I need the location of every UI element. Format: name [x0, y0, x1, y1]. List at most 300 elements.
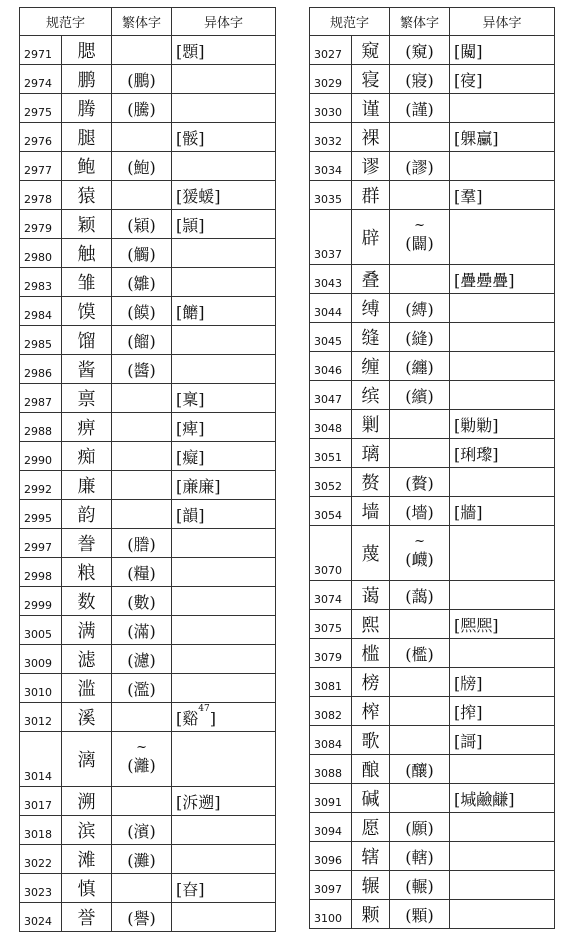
standard-char: 槛 [352, 639, 390, 668]
char-number: 3043 [310, 265, 352, 294]
tilde-mark: ~ [414, 218, 425, 233]
traditional-char [112, 413, 172, 442]
traditional-char: (鵬) [112, 65, 172, 94]
standard-char: 榜 [352, 668, 390, 697]
traditional-form: (闢) [405, 234, 434, 253]
char-number: 3005 [20, 616, 62, 645]
table-row [20, 268, 276, 297]
char-number: 2978 [20, 181, 62, 210]
char-number: 3075 [310, 610, 352, 639]
char-number: 3082 [310, 697, 352, 726]
char-number: 2977 [20, 152, 62, 181]
standard-char: 辗 [352, 871, 390, 900]
traditional-char [390, 181, 450, 210]
standard-char: 酿 [352, 755, 390, 784]
table-row [310, 668, 555, 697]
table-row [20, 558, 276, 587]
variant-char [450, 813, 555, 842]
char-number: 3088 [310, 755, 352, 784]
tilde-mark: ~ [414, 534, 425, 549]
variant-char [172, 355, 276, 384]
traditional-char [112, 787, 172, 816]
char-number: 3027 [310, 36, 352, 65]
traditional-char [112, 181, 172, 210]
char-number: 3023 [20, 874, 62, 903]
traditional-form: (衊) [405, 550, 434, 569]
traditional-char [390, 697, 450, 726]
char-number: 3091 [310, 784, 352, 813]
table-row [20, 210, 276, 239]
variant-char [172, 674, 276, 703]
header-std: 规范字 [310, 8, 390, 36]
table-row [310, 468, 555, 497]
variant-char: [癡] [172, 442, 276, 471]
variant-char [450, 381, 555, 410]
variant-char [172, 239, 276, 268]
variant-char: [骽] [172, 123, 276, 152]
table-row [20, 703, 276, 732]
table-row [310, 294, 555, 323]
char-table-right [309, 7, 555, 929]
header-trad: 繁体字 [390, 8, 450, 36]
traditional-char: (縛) [390, 294, 450, 323]
traditional-char: (醬) [112, 355, 172, 384]
standard-char: 缝 [352, 323, 390, 352]
standard-char: 漓 [62, 732, 112, 787]
char-number: 2980 [20, 239, 62, 268]
table-row [310, 152, 555, 181]
table-row [310, 900, 555, 929]
table-row [310, 497, 555, 526]
standard-char: 痹 [62, 413, 112, 442]
variant-char [172, 845, 276, 874]
traditional-char: (墻) [390, 497, 450, 526]
char-number: 2992 [20, 471, 62, 500]
traditional-char: (窺) [390, 36, 450, 65]
variant-char [172, 152, 276, 181]
char-number: 3037 [310, 210, 352, 265]
table-row [20, 297, 276, 326]
traditional-char: (贅) [390, 468, 450, 497]
char-table-left [19, 7, 276, 932]
char-number: 2971 [20, 36, 62, 65]
variant-char: [羣] [450, 181, 555, 210]
variant-char: [熈熈] [450, 610, 555, 639]
variant-char [172, 816, 276, 845]
standard-char: 馍 [62, 297, 112, 326]
standard-char: 慎 [62, 874, 112, 903]
traditional-char: (寢) [390, 65, 450, 94]
variant-char: [亷廉] [172, 471, 276, 500]
traditional-char: (顆) [390, 900, 450, 929]
variant-char: [頴] [172, 210, 276, 239]
standard-char: 裸 [352, 123, 390, 152]
char-number: 2986 [20, 355, 62, 384]
footnote-ref: 47 [198, 703, 210, 714]
variant-char: [闚] [450, 36, 555, 65]
standard-char: 窥 [352, 36, 390, 65]
table-row [20, 442, 276, 471]
traditional-form: (灕) [127, 756, 156, 775]
table-row [310, 439, 555, 468]
variant-char [172, 268, 276, 297]
table-row [20, 845, 276, 874]
traditional-char: (轄) [390, 842, 450, 871]
char-number: 3014 [20, 732, 62, 787]
standard-char: 腿 [62, 123, 112, 152]
variant-char [450, 639, 555, 668]
char-number: 3094 [310, 813, 352, 842]
char-number: 2974 [20, 65, 62, 94]
table-row [310, 94, 555, 123]
traditional-char: (灘) [112, 845, 172, 874]
standard-char: 馏 [62, 326, 112, 355]
header-variant: 异体字 [172, 8, 276, 36]
variant-char [172, 558, 276, 587]
traditional-char [390, 265, 450, 294]
variant-char [450, 294, 555, 323]
table-row [20, 500, 276, 529]
standard-char: 酱 [62, 355, 112, 384]
table-row [310, 265, 555, 294]
table-row [20, 355, 276, 384]
standard-char: 剿 [352, 410, 390, 439]
char-number: 3096 [310, 842, 352, 871]
table-row [310, 639, 555, 668]
traditional-char: (濱) [112, 816, 172, 845]
char-number: 3074 [310, 581, 352, 610]
table-row [20, 413, 276, 442]
char-number: 3100 [310, 900, 352, 929]
variant-char [450, 526, 555, 581]
char-number: 2983 [20, 268, 62, 297]
variant-char: [稟] [172, 384, 276, 413]
standard-char: 蔼 [352, 581, 390, 610]
char-number: 3024 [20, 903, 62, 932]
standard-char: 颗 [352, 900, 390, 929]
standard-char: 寝 [352, 65, 390, 94]
standard-char: 叠 [352, 265, 390, 294]
standard-char: 缚 [352, 294, 390, 323]
char-number: 3081 [310, 668, 352, 697]
traditional-char: (觸) [112, 239, 172, 268]
traditional-char: (騰) [112, 94, 172, 123]
char-number: 2985 [20, 326, 62, 355]
char-number: 3097 [310, 871, 352, 900]
standard-char: 蔑 [352, 526, 390, 581]
table-row [310, 381, 555, 410]
char-number: 3048 [310, 410, 352, 439]
traditional-char: (輾) [390, 871, 450, 900]
char-number: 3029 [310, 65, 352, 94]
table-row [20, 123, 276, 152]
char-number: 3017 [20, 787, 62, 816]
table-row [310, 784, 555, 813]
traditional-char [112, 471, 172, 500]
variant-char [450, 352, 555, 381]
char-number: 3070 [310, 526, 352, 581]
table-body-right [310, 36, 555, 929]
traditional-char [390, 439, 450, 468]
traditional-char: (檻) [390, 639, 450, 668]
variant-char [450, 468, 555, 497]
char-number: 3012 [20, 703, 62, 732]
traditional-char [390, 668, 450, 697]
table-row [310, 352, 555, 381]
variant-char [172, 645, 276, 674]
table-row [310, 697, 555, 726]
table-row [20, 587, 276, 616]
variant-char: [琍瓈] [450, 439, 555, 468]
variant-char: [謌] [450, 726, 555, 755]
variant-char [172, 703, 276, 732]
variant-char: [牆] [450, 497, 555, 526]
standard-char: 滩 [62, 845, 112, 874]
char-number: 2979 [20, 210, 62, 239]
tilde-mark: ~ [136, 740, 147, 755]
variant-char [450, 871, 555, 900]
standard-char: 粮 [62, 558, 112, 587]
char-number: 3010 [20, 674, 62, 703]
variant-char: [泝遡] [172, 787, 276, 816]
traditional-char [112, 123, 172, 152]
standard-char: 颖 [62, 210, 112, 239]
standard-char: 痴 [62, 442, 112, 471]
char-number: 2995 [20, 500, 62, 529]
traditional-char: (雛) [112, 268, 172, 297]
variant-char [450, 581, 555, 610]
traditional-char [112, 384, 172, 413]
table-row [20, 674, 276, 703]
standard-char: 缤 [352, 381, 390, 410]
table-row [20, 732, 276, 787]
traditional-char [390, 410, 450, 439]
char-number: 2975 [20, 94, 62, 123]
table-row [20, 65, 276, 94]
char-number: 2976 [20, 123, 62, 152]
header-row [20, 8, 276, 36]
traditional-char: (饃) [112, 297, 172, 326]
traditional-char [112, 442, 172, 471]
traditional-char: (釀) [390, 755, 450, 784]
table-row [20, 787, 276, 816]
variant-char: [饝] [172, 297, 276, 326]
standard-char: 璃 [352, 439, 390, 468]
standard-char: 滥 [62, 674, 112, 703]
variant-char [172, 616, 276, 645]
traditional-char [390, 610, 450, 639]
traditional-char [390, 526, 450, 581]
standard-char: 赘 [352, 468, 390, 497]
standard-char: 群 [352, 181, 390, 210]
table-row [310, 36, 555, 65]
variant-char: [痺] [172, 413, 276, 442]
standard-char: 辖 [352, 842, 390, 871]
char-number: 3018 [20, 816, 62, 845]
traditional-char [112, 500, 172, 529]
variant-char [172, 529, 276, 558]
table-row [310, 610, 555, 639]
table-row [20, 326, 276, 355]
char-number: 2990 [20, 442, 62, 471]
traditional-char: (數) [112, 587, 172, 616]
variant-char [450, 94, 555, 123]
variant-char: [寑] [450, 65, 555, 94]
standard-char: 腮 [62, 36, 112, 65]
variant-char: [疊疉疊] [450, 265, 555, 294]
variant-char [450, 152, 555, 181]
char-number: 2987 [20, 384, 62, 413]
traditional-char [112, 703, 172, 732]
char-number: 3044 [310, 294, 352, 323]
variant-char: [搾] [450, 697, 555, 726]
variant-char [450, 900, 555, 929]
standard-char: 满 [62, 616, 112, 645]
variant-char [450, 323, 555, 352]
table-row [20, 645, 276, 674]
traditional-char: (鮑) [112, 152, 172, 181]
variant-char [172, 587, 276, 616]
traditional-char: (穎) [112, 210, 172, 239]
standard-char: 谬 [352, 152, 390, 181]
char-number: 2984 [20, 297, 62, 326]
standard-char: 熙 [352, 610, 390, 639]
table-row [310, 871, 555, 900]
table-row [310, 842, 555, 871]
table-row [20, 152, 276, 181]
table-row [20, 471, 276, 500]
traditional-char: (糧) [112, 558, 172, 587]
variant-char [172, 94, 276, 123]
table-row [310, 755, 555, 784]
standard-char: 歌 [352, 726, 390, 755]
standard-char: 谨 [352, 94, 390, 123]
table-row [310, 323, 555, 352]
variant-char: [堿鹼鹻] [450, 784, 555, 813]
standard-char: 溪 [62, 703, 112, 732]
char-number: 3052 [310, 468, 352, 497]
table-row [20, 816, 276, 845]
traditional-char [390, 210, 450, 265]
table-row [310, 726, 555, 755]
table-row [310, 123, 555, 152]
char-number: 2999 [20, 587, 62, 616]
standard-char: 榨 [352, 697, 390, 726]
variant-char: [昚] [172, 874, 276, 903]
variant-form: [谿 [176, 708, 199, 728]
variant-char: [勦勦] [450, 410, 555, 439]
table-row [20, 94, 276, 123]
char-number: 3032 [310, 123, 352, 152]
traditional-char [112, 36, 172, 65]
standard-char: 滤 [62, 645, 112, 674]
char-number: 3022 [20, 845, 62, 874]
traditional-char: (濾) [112, 645, 172, 674]
traditional-char [390, 784, 450, 813]
traditional-char: (謄) [112, 529, 172, 558]
char-number: 2998 [20, 558, 62, 587]
table-row [20, 36, 276, 65]
traditional-char [390, 123, 450, 152]
standard-char: 溯 [62, 787, 112, 816]
variant-char [172, 326, 276, 355]
table-row [310, 581, 555, 610]
char-number: 3035 [310, 181, 352, 210]
traditional-char [390, 726, 450, 755]
variant-char [172, 65, 276, 94]
header-variant: 异体字 [450, 8, 555, 36]
traditional-char: (縫) [390, 323, 450, 352]
traditional-char: (濫) [112, 674, 172, 703]
char-number: 3034 [310, 152, 352, 181]
table-body-left [20, 36, 276, 932]
variant-char: [顋] [172, 36, 276, 65]
header-trad: 繁体字 [112, 8, 172, 36]
standard-char: 碱 [352, 784, 390, 813]
variant-char: [躶臝] [450, 123, 555, 152]
standard-char: 誊 [62, 529, 112, 558]
traditional-char: (餾) [112, 326, 172, 355]
traditional-char [112, 732, 172, 787]
standard-char: 鹏 [62, 65, 112, 94]
variant-char [450, 210, 555, 265]
char-number: 2997 [20, 529, 62, 558]
char-number: 3084 [310, 726, 352, 755]
standard-char: 辟 [352, 210, 390, 265]
standard-char: 韵 [62, 500, 112, 529]
table-row [310, 526, 555, 581]
traditional-char: (譽) [112, 903, 172, 932]
char-number: 3054 [310, 497, 352, 526]
traditional-char: (願) [390, 813, 450, 842]
standard-char: 愿 [352, 813, 390, 842]
variant-char [450, 842, 555, 871]
traditional-char: (謹) [390, 94, 450, 123]
traditional-char: (纏) [390, 352, 450, 381]
char-number: 3079 [310, 639, 352, 668]
table-row [310, 181, 555, 210]
traditional-char [112, 874, 172, 903]
table-row [310, 813, 555, 842]
variant-char [172, 903, 276, 932]
standard-char: 腾 [62, 94, 112, 123]
table-row [310, 65, 555, 94]
traditional-char: (謬) [390, 152, 450, 181]
char-number: 3030 [310, 94, 352, 123]
standard-char: 触 [62, 239, 112, 268]
standard-char: 墙 [352, 497, 390, 526]
char-number: 3051 [310, 439, 352, 468]
standard-char: 猿 [62, 181, 112, 210]
traditional-char: (滿) [112, 616, 172, 645]
variant-bracket: ] [209, 708, 216, 728]
table-row [20, 874, 276, 903]
variant-char [172, 732, 276, 787]
standard-char: 滨 [62, 816, 112, 845]
header-std: 规范字 [20, 8, 112, 36]
char-number: 3046 [310, 352, 352, 381]
variant-char: [牓] [450, 668, 555, 697]
header-row [310, 8, 555, 36]
standard-char: 禀 [62, 384, 112, 413]
standard-char: 誉 [62, 903, 112, 932]
table-row [20, 239, 276, 268]
char-number: 3047 [310, 381, 352, 410]
table-row [310, 410, 555, 439]
traditional-char: (藹) [390, 581, 450, 610]
standard-char: 廉 [62, 471, 112, 500]
standard-char: 鲍 [62, 152, 112, 181]
